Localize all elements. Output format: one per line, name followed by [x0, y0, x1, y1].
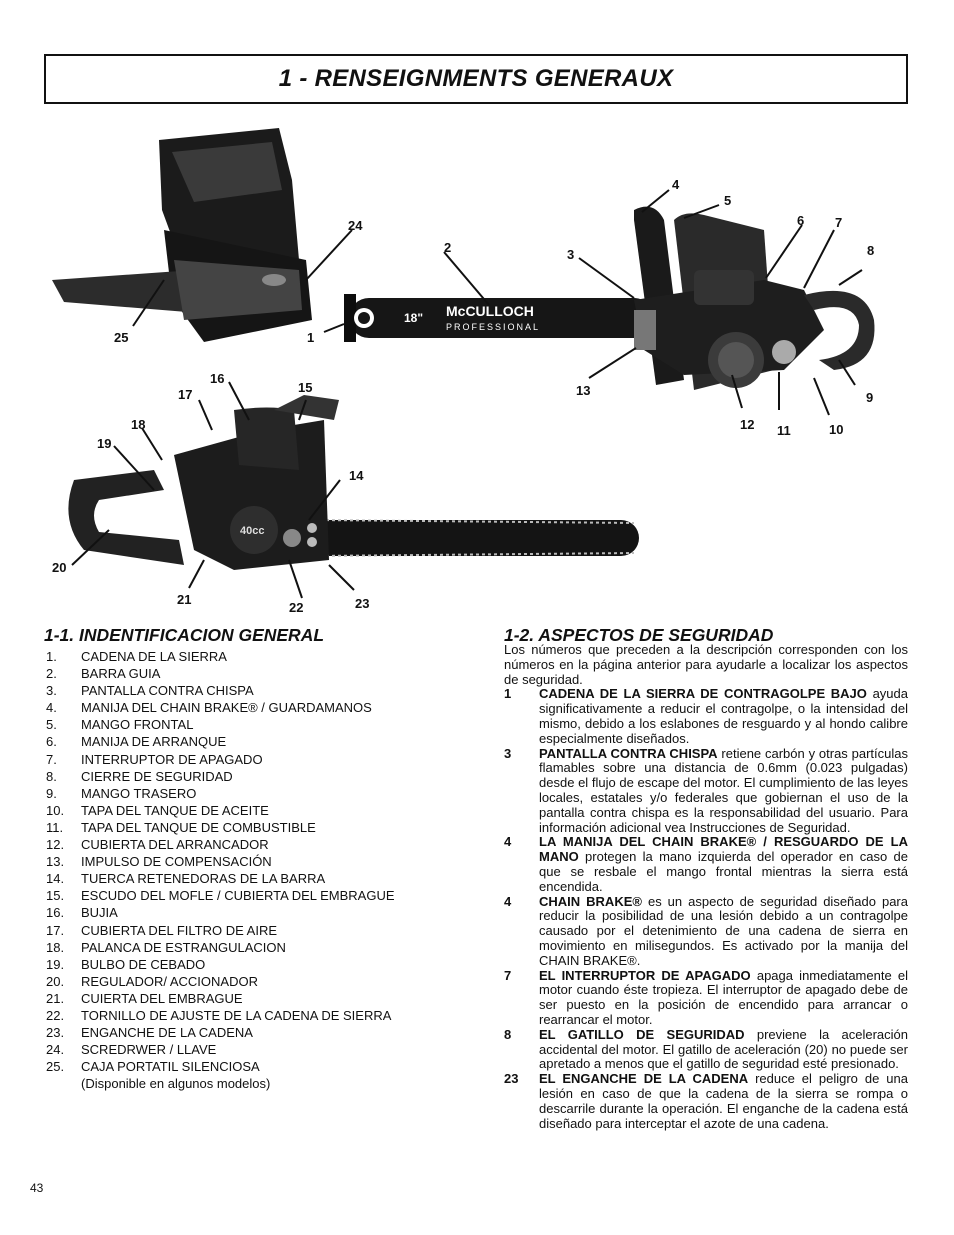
safety-item-heading: CHAIN BRAKE®	[539, 893, 642, 909]
item-label: TORNILLO DE AJUSTE DE LA CADENA DE SIERRA	[81, 1007, 392, 1023]
item-label: PANTALLA CONTRA CHISPA	[81, 683, 254, 699]
safety-item-number: 23	[504, 1071, 519, 1087]
item-label: BULBO DE CEBADO	[81, 956, 206, 972]
safety-item	[504, 747, 908, 836]
list-item	[46, 819, 466, 836]
list-item	[46, 802, 466, 819]
item-number: 24.	[46, 1042, 65, 1058]
safety-item	[504, 969, 908, 1028]
item-number: 20.	[46, 973, 65, 989]
safety-section	[504, 643, 908, 1131]
item-number: 18.	[46, 939, 65, 955]
callout-4: 4	[672, 177, 680, 192]
item-label: MANIJA DE ARRANQUE	[81, 734, 227, 750]
item-label: CAJA PORTATIL SILENCIOSA	[81, 1059, 260, 1075]
callout-15: 15	[298, 380, 313, 395]
item-label: CUBIERTA DEL FILTRO DE AIRE	[81, 922, 278, 938]
item-label: IMPULSO DE COMPENSACIÓN	[81, 854, 272, 870]
item-number: 7.	[46, 751, 57, 767]
safety-item-heading: EL INTERRUPTOR DE APAGADO	[539, 967, 751, 983]
safety-item-text: previene la aceleración accidental del motor. El gatillo de aceleración (20) no puede ser apretado a menos que el gatillo de seguridad esté presionado.	[539, 1026, 909, 1072]
safety-item-text: reduce el peligro de una lesión en caso de que la cadena de la sierra se rompa o descarrile durante la operación. El enganche de la cadena está diseñado para interceptar el azote de una cadena.	[539, 1071, 908, 1131]
list-item	[46, 733, 466, 750]
item-number: 2.	[46, 666, 57, 682]
list-item	[46, 716, 466, 733]
body-label: 40cc	[240, 525, 265, 537]
safety-item-number: 3	[504, 745, 512, 761]
page-title: 1 - RENSEIGNMENTS GENERAUX	[278, 65, 674, 92]
safety-item-text: retiene carbón y otras partículas flamables sobre una distancia de 0.6mm (0.023 pulgadas) desde el flujo de escape del motor. El cumplimiento de las leyes locales, estatales y/o federales que gobiernan el uso de la pantalla contra chispa es la responsabilidad del usuario. Para información adicional vea Instrucciones de Seguridad.	[539, 745, 908, 835]
safety-item-text: apaga inmediatamente el motor cuando éste tropieza. El interruptor de apagado debe de ser puesto en la posición de encendido para arrancar o rearrancar el motor.	[539, 967, 908, 1027]
callout-3: 3	[567, 247, 575, 262]
item-number: 12.	[46, 837, 65, 853]
list-item	[46, 973, 466, 990]
list-item	[46, 665, 466, 682]
item-label: TAPA DEL TANQUE DE ACEITE	[81, 802, 269, 818]
item-label: CUIERTA DEL EMBRAGUE	[81, 990, 243, 1006]
safety-item-text: ayuda significativamente a reducir el contragolpe, o la intensidad del mismo, debido a los eslabones de resguardo y al hondo calibre especialmente diseñados.	[539, 686, 908, 746]
safety-item-text: protegen la mano izquierda del operador en caso de que se resbale el mango frontal mientras la sierra está encendida.	[539, 849, 908, 894]
callout-24: 24	[348, 218, 363, 233]
item-label: CIERRE DE SEGURIDAD	[81, 768, 233, 784]
callout-19: 19	[97, 436, 112, 451]
callout-18: 18	[131, 417, 146, 432]
item-number: 21.	[46, 990, 65, 1006]
callout-8: 8	[867, 243, 875, 258]
list-item	[46, 1024, 466, 1041]
identification-title: 1-1. INDENTIFICACION GENERAL	[44, 625, 325, 645]
chainsaw-illustration	[44, 120, 908, 620]
availability-note: (Disponible en algunos modelos)	[81, 1076, 271, 1091]
safety-item	[504, 1072, 908, 1131]
callout-6: 6	[797, 213, 805, 228]
list-item	[46, 956, 466, 973]
safety-item-number: 7	[504, 967, 512, 983]
item-number: 19.	[46, 956, 65, 972]
safety-intro: Los números que preceden a la descripción corresponden con los números en la página anterior para ayudarle a localizar los aspectos de seguridad.	[504, 642, 908, 687]
callout-22: 22	[289, 600, 304, 615]
item-number: 23.	[46, 1025, 65, 1041]
safety-item-heading: EL ENGANCHE DE LA CADENA	[539, 1071, 749, 1087]
callout-7: 7	[835, 215, 843, 230]
callout-12: 12	[740, 417, 755, 432]
list-item	[46, 785, 466, 802]
safety-item-number: 4	[504, 893, 512, 909]
callout-13: 13	[576, 383, 591, 398]
list-item	[46, 768, 466, 785]
item-number: 11.	[46, 819, 64, 835]
callout-23: 23	[355, 596, 370, 611]
callout-25: 25	[114, 330, 129, 345]
item-number: 8.	[46, 768, 57, 784]
item-label: PALANCA DE ESTRANGULACION	[81, 939, 286, 955]
callout-14: 14	[349, 468, 364, 483]
item-number: 22.	[46, 1007, 65, 1023]
safety-item-number: 1	[504, 686, 512, 702]
chainsaw-figure	[44, 120, 908, 620]
list-item	[46, 751, 466, 768]
item-number: 4.	[46, 700, 57, 716]
list-item	[46, 699, 466, 716]
item-label: TAPA DEL TANQUE DE COMBUSTIBLE	[81, 819, 316, 835]
page-number: 43	[30, 1181, 44, 1195]
callout-21: 21	[177, 592, 192, 607]
item-number: 9.	[46, 785, 57, 801]
identification-list	[46, 648, 466, 1075]
item-number: 3.	[46, 683, 57, 699]
bar-length-label: 18"	[404, 311, 424, 325]
item-number: 13.	[46, 854, 65, 870]
safety-item-number: 8	[504, 1026, 512, 1042]
safety-item-heading: LA MANIJA DEL CHAIN BRAKE® / RESGUARDO DE LA MANO	[539, 834, 908, 865]
list-item	[46, 887, 466, 904]
item-number: 5.	[46, 717, 57, 733]
carry-case-image	[52, 128, 312, 342]
safety-title: 1-2. ASPECTOS DE SEGURIDAD	[504, 625, 774, 645]
item-label: BARRA GUIA	[81, 666, 161, 682]
brand-logo: McCULLOCH	[446, 303, 534, 319]
safety-item-heading: PANTALLA CONTRA CHISPA	[539, 745, 718, 761]
brand-sub-logo: PROFESSIONAL	[446, 322, 541, 332]
safety-item-number: 4	[504, 834, 512, 850]
callout-17: 17	[178, 387, 193, 402]
list-item	[46, 682, 466, 699]
item-number: 15.	[46, 888, 65, 904]
list-item	[46, 1007, 466, 1024]
header-box	[44, 54, 908, 104]
callout-5: 5	[724, 193, 732, 208]
item-label: MANIJA DEL CHAIN BRAKE® / GUARDAMANOS	[81, 700, 372, 716]
callout-2: 2	[444, 240, 452, 255]
item-number: 1.	[46, 649, 57, 664]
item-label: ENGANCHE DE LA CADENA	[81, 1025, 253, 1041]
list-item	[46, 922, 466, 939]
item-label: MANGO FRONTAL	[81, 717, 194, 733]
safety-item-heading: CADENA DE LA SIERRA DE CONTRAGOLPE BAJO	[539, 686, 867, 702]
item-label: BUJIA	[81, 905, 118, 921]
list-item	[46, 648, 466, 665]
callout-9: 9	[866, 390, 874, 405]
item-number: 16.	[46, 905, 65, 921]
safety-item	[504, 687, 908, 746]
safety-item	[504, 895, 908, 969]
safety-item	[504, 835, 908, 894]
safety-item	[504, 1028, 908, 1072]
list-item	[46, 870, 466, 887]
list-item	[46, 990, 466, 1007]
item-label: SCREDRWER / LLAVE	[81, 1042, 217, 1058]
safety-item-text: es un aspecto de seguridad diseñado para reducir la posibilidad de una lesión debido a un contragolpe causado por el detenimiento de una cadena de sierra en movimiento en milisegundos. Es activado por la manija del CHAIN BRAKE®.	[539, 893, 908, 968]
item-label: CUBIERTA DEL ARRANCADOR	[81, 837, 269, 853]
item-label: TUERCA RETENEDORAS DE LA BARRA	[81, 871, 326, 887]
item-label: INTERRUPTOR DE APAGADO	[81, 751, 263, 767]
item-label: ESCUDO DEL MOFLE / CUBIERTA DEL EMBRAGUE	[81, 888, 395, 904]
list-item	[46, 1041, 466, 1058]
list-item	[46, 904, 466, 921]
item-label: CADENA DE LA SIERRA	[81, 649, 227, 664]
list-item	[46, 853, 466, 870]
item-label: REGULADOR/ ACCIONADOR	[81, 973, 258, 989]
list-item	[46, 1058, 466, 1075]
item-number: 10.	[46, 802, 65, 818]
callout-10: 10	[829, 422, 844, 437]
list-item	[46, 836, 466, 853]
item-number: 6.	[46, 734, 57, 750]
item-label: MANGO TRASERO	[81, 785, 197, 801]
item-number: 14.	[46, 871, 65, 887]
item-number: 17.	[46, 922, 65, 938]
safety-item-heading: EL GATILLO DE SEGURIDAD	[539, 1026, 745, 1042]
item-number: 25.	[46, 1059, 65, 1075]
callout-1: 1	[307, 330, 315, 345]
callout-16: 16	[210, 371, 225, 386]
callout-20: 20	[52, 560, 67, 575]
list-item	[46, 939, 466, 956]
callout-11: 11	[777, 423, 791, 438]
